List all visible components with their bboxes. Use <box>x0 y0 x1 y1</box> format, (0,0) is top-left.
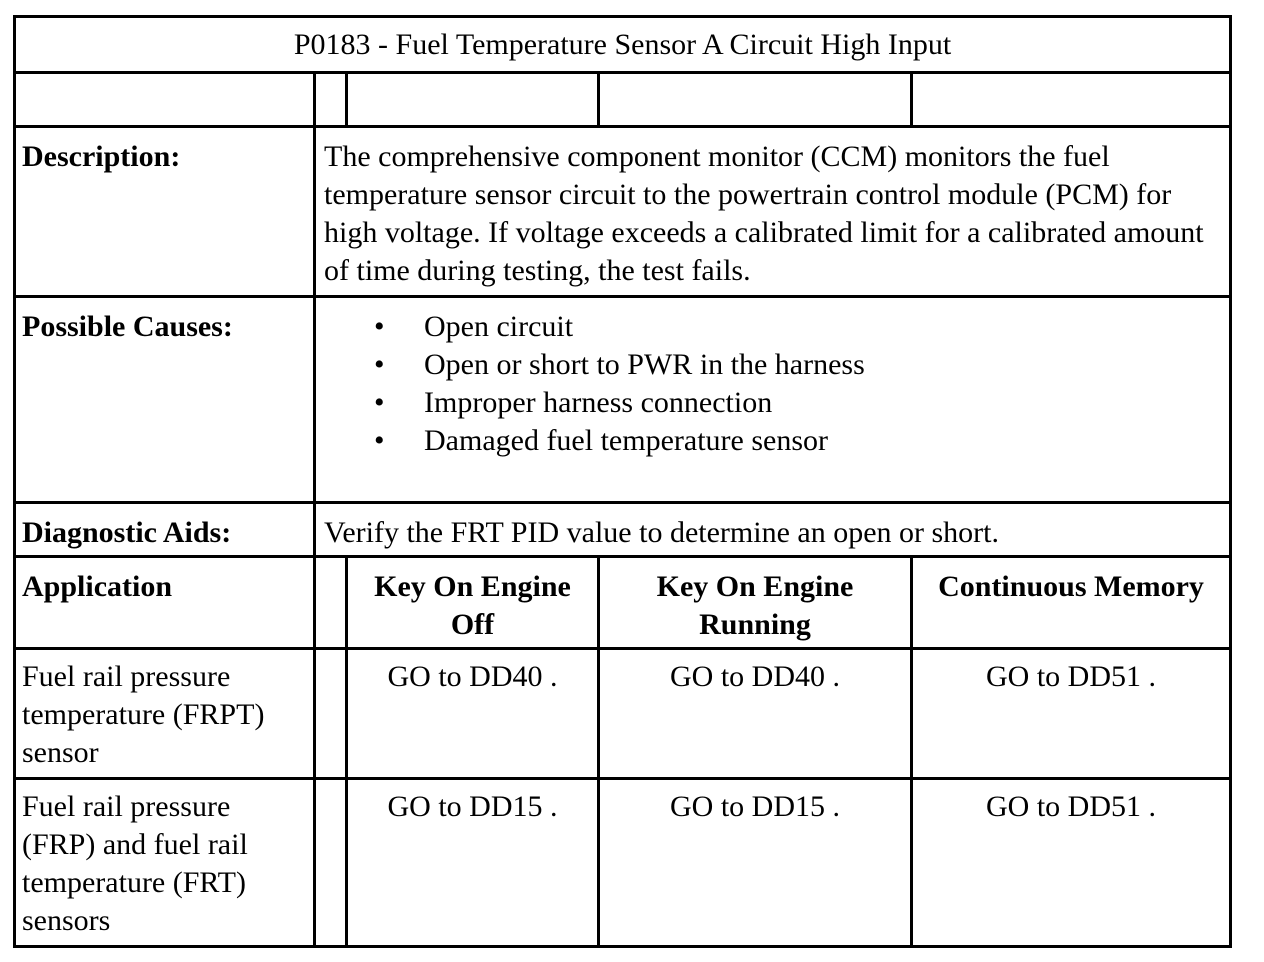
cause-text: Open or short to PWR in the harness <box>424 348 865 381</box>
list-item <box>374 422 1223 460</box>
dtc-table <box>13 15 1232 948</box>
description-row <box>15 127 1231 297</box>
empty-cell <box>912 73 1231 127</box>
possible-causes-label: Possible Causes: <box>15 297 315 503</box>
possible-causes-row <box>15 297 1231 503</box>
description-text: The comprehensive component monitor (CCM) monitors the fuel temperature sensor circuit to the powertrain control module (PCM) for high voltage. If voltage exceeds a calibrated limit for a calibrated amount of time during testing, the test fails. <box>315 127 1231 297</box>
application-name: Fuel rail pressure (FRP) and fuel rail temperature (FRT) sensors <box>15 779 315 947</box>
cause-text: Improper harness connection <box>424 386 773 419</box>
koer-link[interactable]: GO to DD15 . <box>599 779 912 947</box>
empty-cell <box>15 73 315 127</box>
possible-causes-cell <box>315 297 1231 503</box>
koer-header: Key On Engine Running <box>599 557 912 649</box>
empty-cell <box>347 73 599 127</box>
bullet-icon: • <box>374 310 385 343</box>
spacer-cell <box>315 649 347 779</box>
memory-link[interactable]: GO to DD51 . <box>912 649 1231 779</box>
empty-row <box>15 73 1231 127</box>
bullet-icon: • <box>374 386 385 419</box>
empty-cell <box>315 73 347 127</box>
diagnostic-aids-row <box>15 503 1231 557</box>
description-label: Description: <box>15 127 315 297</box>
cause-text: Open circuit <box>424 310 574 343</box>
memory-link[interactable]: GO to DD51 . <box>912 779 1231 947</box>
table-row <box>15 779 1231 947</box>
diagnostic-aids-text: Verify the FRT PID value to determine an open or short. <box>315 503 1231 557</box>
table-row <box>15 649 1231 779</box>
page-title: P0183 - Fuel Temperature Sensor A Circuit High Input <box>15 17 1231 73</box>
application-name: Fuel rail pressure temperature (FRPT) sensor <box>15 649 315 779</box>
empty-cell <box>599 73 912 127</box>
application-header-row <box>15 557 1231 649</box>
koer-link[interactable]: GO to DD40 . <box>599 649 912 779</box>
spacer-cell <box>315 779 347 947</box>
possible-causes-list <box>324 308 1223 460</box>
title-row <box>15 17 1231 73</box>
list-item <box>374 308 1223 346</box>
cause-text: Damaged fuel temperature sensor <box>424 424 828 457</box>
bullet-icon: • <box>374 348 385 381</box>
list-item <box>374 384 1223 422</box>
diagnostic-aids-label: Diagnostic Aids: <box>15 503 315 557</box>
list-item <box>374 346 1223 384</box>
koeo-link[interactable]: GO to DD15 . <box>347 779 599 947</box>
memory-header: Continuous Memory <box>912 557 1231 649</box>
spacer-cell <box>315 557 347 649</box>
koeo-link[interactable]: GO to DD40 . <box>347 649 599 779</box>
bullet-icon: • <box>374 424 385 457</box>
application-header: Application <box>15 557 315 649</box>
koeo-header: Key On Engine Off <box>347 557 599 649</box>
